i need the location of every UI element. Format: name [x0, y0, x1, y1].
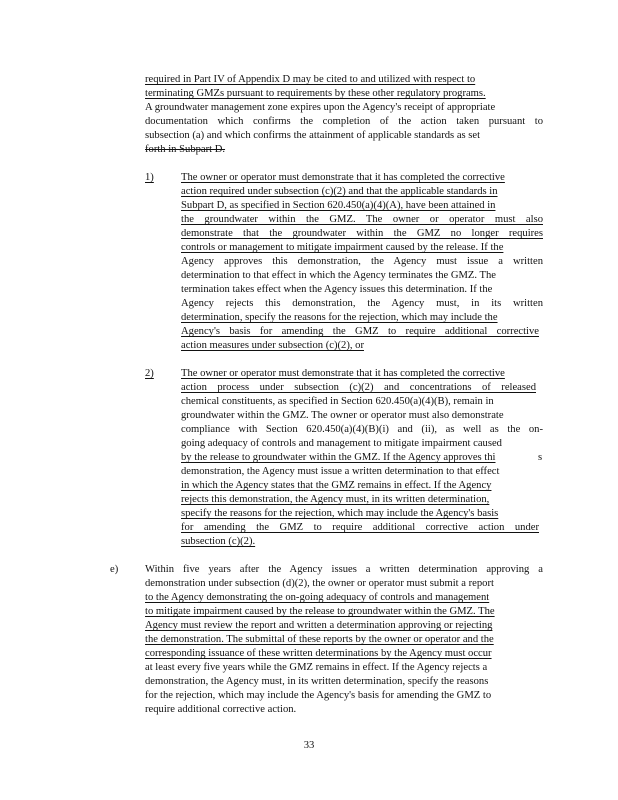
item-e-line: require additional corrective action. — [145, 704, 297, 715]
item-2-line: chemical constituents, as specified in Section 620.450(a)(4)(B), remain in — [181, 396, 494, 407]
intro-line-1: required in Part IV of Appendix D may be cited to and utilized with respect to — [145, 74, 476, 85]
item-1-line: The owner or operator must demonstrate that it has completed the corrective — [181, 172, 505, 183]
item-2-line: by the release to groundwater within the GMZ. If the Agency approves thi — [181, 452, 496, 463]
item-e-line: Within five years after the Agency issues a written determination approving a — [145, 564, 543, 575]
item-e-line: to the Agency demonstrating the on-going adequacy of controls and management — [145, 592, 490, 603]
page-number: 33 — [303, 740, 315, 751]
item-2-line: in which the Agency states that the GMZ remains in effect. If the Agency — [181, 480, 492, 491]
item-2-line: action process under subsection (c)(2) and concentrations of released — [181, 382, 536, 393]
item-e-line: demonstration under subsection (d)(2), the owner or operator must submit a report — [145, 578, 494, 589]
item-2-line: demonstration, the Agency must issue a written determination to that effect — [181, 466, 500, 477]
item-e-marker: e) — [110, 564, 119, 575]
intro-line-6: forth in Subpart D. — [145, 144, 226, 155]
item-2-line: rejects this demonstration, the Agency must, in its written determination, — [181, 494, 490, 505]
item-2-line: specify the reasons for the rejection, which may include the Agency's basis — [181, 508, 499, 519]
intro-line-2: terminating GMZs pursuant to requirements by these other regulatory programs. — [145, 88, 486, 99]
item-1-line: termination takes effect when the Agency issues this determination. If the — [181, 284, 493, 295]
item-2-line: The owner or operator must demonstrate that it has completed the corrective — [181, 368, 505, 379]
item-1-line: the groundwater within the GMZ. The owner or operator must also — [181, 214, 543, 225]
item-e-line: for the rejection, which may include the Agency's basis for amending the GMZ to — [145, 690, 492, 701]
item-1-line: Agency approves this demonstration, the Agency must issue a written — [181, 256, 543, 267]
item-2-trailing-char: s — [538, 452, 543, 463]
item-1-marker: 1) — [145, 172, 154, 183]
item-1-line: Agency rejects this demonstration, the Agency must, in its written — [181, 298, 543, 309]
item-1-line: Subpart D, as specified in Section 620.450(a)(4)(A), have been attained in — [181, 200, 496, 211]
item-e-line: the demonstration. The submittal of these reports by the owner or operator and the — [145, 634, 494, 645]
item-2-line: groundwater within the GMZ. The owner or operator must also demonstrate — [181, 410, 504, 421]
item-2-line: going adequacy of controls and management to mitigate impairment caused — [181, 438, 502, 449]
item-1-line: action required under subsection (c)(2) and that the applicable standards in — [181, 186, 498, 197]
item-2-line: compliance with Section 620.450(a)(4)(B)(i) and (ii), as well as the on- — [181, 424, 543, 435]
item-e-line: at least every five years while the GMZ remains in effect. If the Agency rejects a — [145, 662, 488, 673]
intro-line-4: documentation which confirms the completion of the action taken pursuant to — [145, 116, 543, 127]
intro-line-5: subsection (a) and which confirms the attainment of applicable standards as set — [145, 130, 481, 141]
item-1-line: determination to that effect in which the Agency terminates the GMZ. The — [181, 270, 496, 281]
item-2-line: subsection (c)(2). — [181, 536, 256, 547]
item-e-line: corresponding issuance of these written determinations by the Agency must occur — [145, 648, 492, 659]
item-e-line: Agency must review the report and written a determination approving or rejecting — [145, 620, 493, 631]
intro-line-3: A groundwater management zone expires upon the Agency's receipt of appropriate — [145, 102, 496, 113]
item-1-line: determination, specify the reasons for the rejection, which may include the — [181, 312, 498, 323]
item-e-line: to mitigate impairment caused by the release to groundwater within the GMZ. The — [145, 606, 495, 617]
item-1-line: demonstrate that the groundwater within the GMZ no longer requires — [181, 228, 543, 239]
item-1-line: action measures under subsection (c)(2), or — [181, 340, 364, 351]
item-e-line: demonstration, the Agency must, in its written determination, specify the reasons — [145, 676, 489, 687]
item-2-line: for amending the GMZ to require additional corrective action under — [181, 522, 539, 533]
item-1-line: Agency's basis for amending the GMZ to require additional corrective — [181, 326, 539, 337]
item-2-marker: 2) — [145, 368, 154, 379]
item-1-line: controls or management to mitigate impairment caused by the release. If the — [181, 242, 504, 253]
